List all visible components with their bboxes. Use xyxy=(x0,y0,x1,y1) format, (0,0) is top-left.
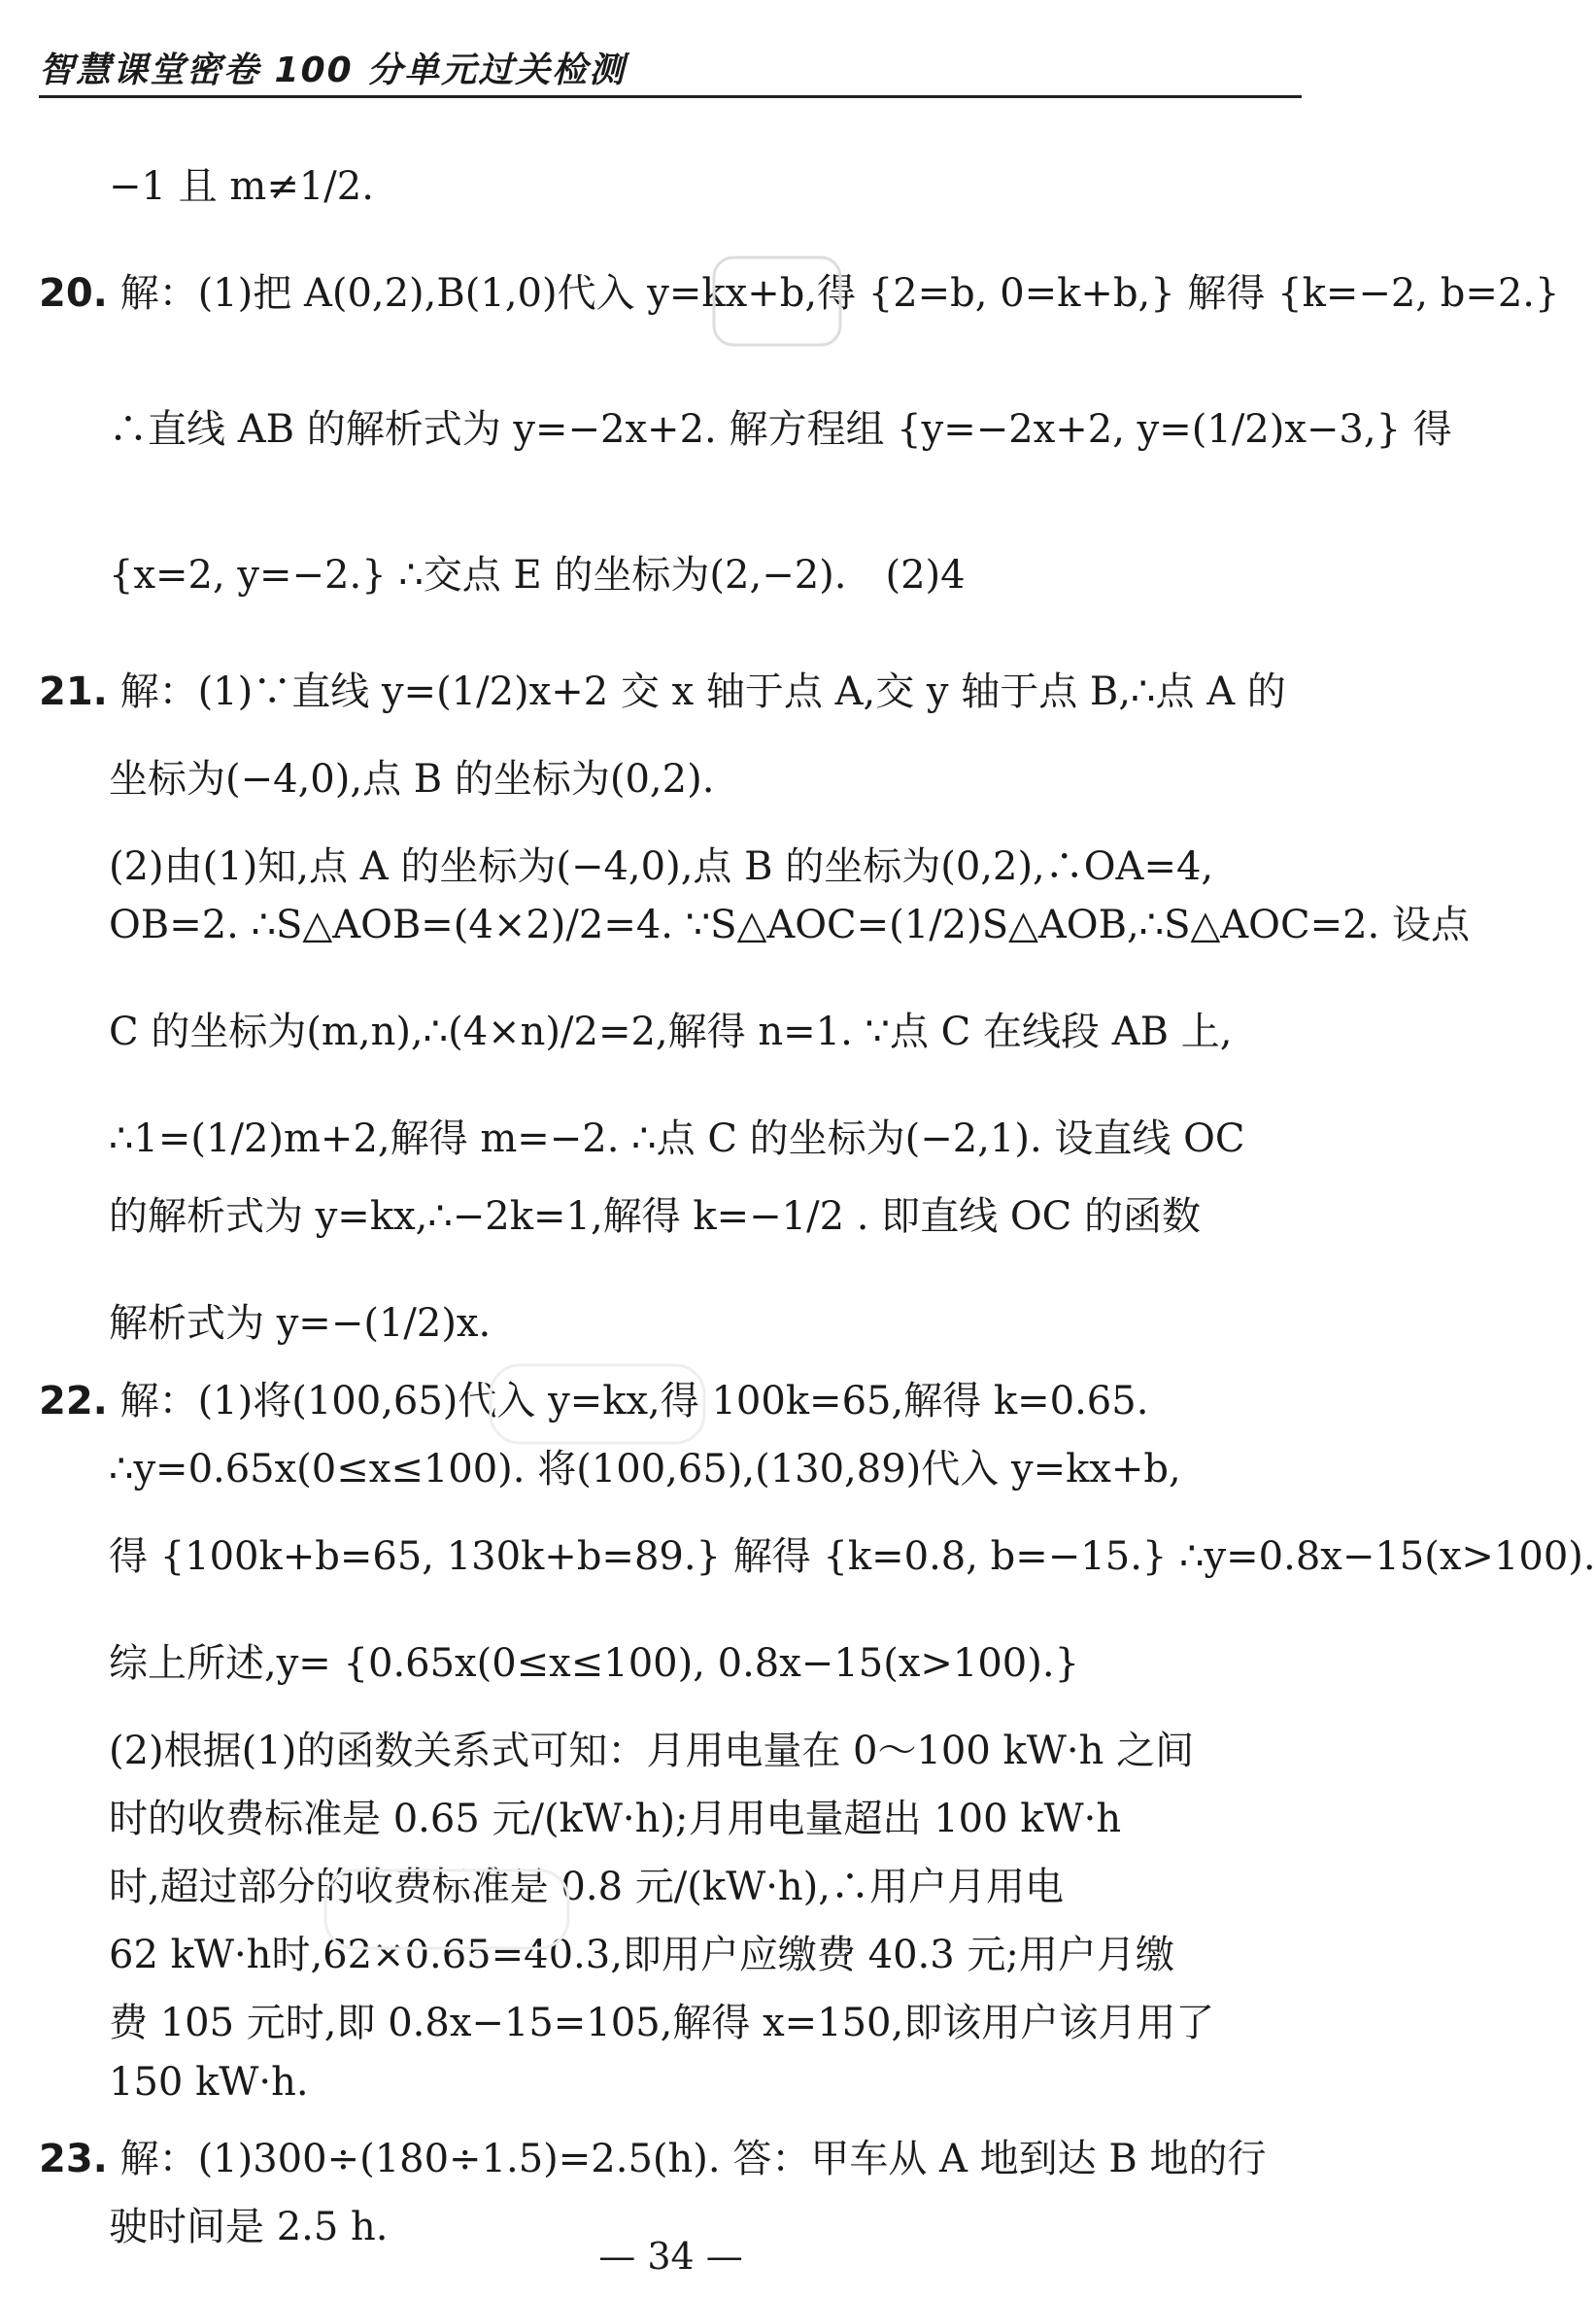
text-line: 时的收费标准是 0.65 元/(kW·h);月用电量超出 100 kW·h xyxy=(109,1797,1122,1841)
text-line: 坐标为(−4,0),点 B 的坐标为(0,2). xyxy=(109,757,715,802)
text-line: 解：(1)∵直线 y=(1/2)x+2 交 x 轴于点 A,交 y 轴于点 B,∴点 A 的 xyxy=(119,669,1286,714)
text-line: (2)根据(1)的函数关系式可知：月用电量在 0～100 kW·h 之间 xyxy=(109,1729,1195,1773)
text-line: 解析式为 y=−(1/2)x. xyxy=(109,1301,492,1346)
text-line: 驶时间是 2.5 h. xyxy=(109,2205,389,2249)
text-line: 150 kW·h. xyxy=(109,2060,309,2105)
text-line: 时,超过部分的收费标准是 0.8 元/(kW·h),∴用户月用电 xyxy=(109,1865,1064,1909)
problem-number: 22. xyxy=(39,1379,108,1423)
problem-20 xyxy=(39,262,1559,318)
page-header xyxy=(39,37,1302,98)
problem-22 xyxy=(39,1370,1148,1425)
problem-21 xyxy=(39,661,1286,716)
text-line: 的解析式为 y=kx,∴−2k=1,解得 k=−1/2 . 即直线 OC 的函数 xyxy=(109,1194,1202,1239)
text-line: 解：(1)300÷(180÷1.5)=2.5(h). 答：甲车从 A 地到达 B 地的行 xyxy=(119,2137,1267,2181)
problem-number: 20. xyxy=(39,271,108,316)
text-line: 费 105 元时,即 0.8x−15=105,解得 x=150,即该用户该月用了 xyxy=(109,2001,1215,2045)
text-line: {x=2, y=−2.} ∴交点 E 的坐标为(2,−2). (2)4 xyxy=(109,553,966,598)
answer-content xyxy=(39,117,1596,2249)
text-line: 综上所述,y= {0.65x(0≤x≤100), 0.8x−15(x>100).} xyxy=(109,1641,1080,1686)
text-line: ∴直线 AB 的解析式为 y=−2x+2. 解方程组 {y=−2x+2, y=(1/2)x−3,} 得 xyxy=(109,407,1452,452)
text-line: C 的坐标为(m,n),∴(4×n)/2=2,解得 n=1. ∵点 C 在线段 AB 上, xyxy=(109,1010,1233,1054)
text-line: (2)由(1)知,点 A 的坐标为(−4,0),点 B 的坐标为(0,2),∴OA=4, xyxy=(109,844,1214,889)
problem-23 xyxy=(39,2128,1266,2183)
text-line: ∴1=(1/2)m+2,解得 m=−2. ∴点 C 的坐标为(−2,1). 设直线 OC xyxy=(109,1116,1245,1161)
text-line: 62 kW·h时,62×0.65=40.3,即用户应缴费 40.3 元;用户月缴 xyxy=(109,1933,1174,1977)
page-number: — 34 — xyxy=(598,2235,743,2278)
problem-number: 23. xyxy=(39,2137,108,2181)
text-line: 得 {100k+b=65, 130k+b=89.} 解得 {k=0.8, b=−15.} ∴y=0.8x−15(x>100). xyxy=(109,1534,1596,1579)
text-line: −1 且 m≠1/2. xyxy=(109,164,374,209)
text-line: 解：(1)将(100,65)代入 y=kx,得 100k=65,解得 k=0.65. xyxy=(119,1379,1149,1423)
text-line: 解：(1)把 A(0,2),B(1,0)代入 y=kx+b,得 {2=b, 0=k+b,} 解得 {k=−2, b=2.} xyxy=(119,271,1560,316)
problem-number: 21. xyxy=(39,669,108,714)
text-line: ∴y=0.65x(0≤x≤100). 将(100,65),(130,89)代入 y=kx+b, xyxy=(109,1447,1181,1492)
header-title: 智慧课堂密卷 100 分单元过关检测 xyxy=(39,51,627,90)
text-line: OB=2. ∴S△AOB=(4×2)/2=4. ∵S△AOC=(1/2)S△AOB,∴S△AOC=2. 设点 xyxy=(109,903,1470,947)
